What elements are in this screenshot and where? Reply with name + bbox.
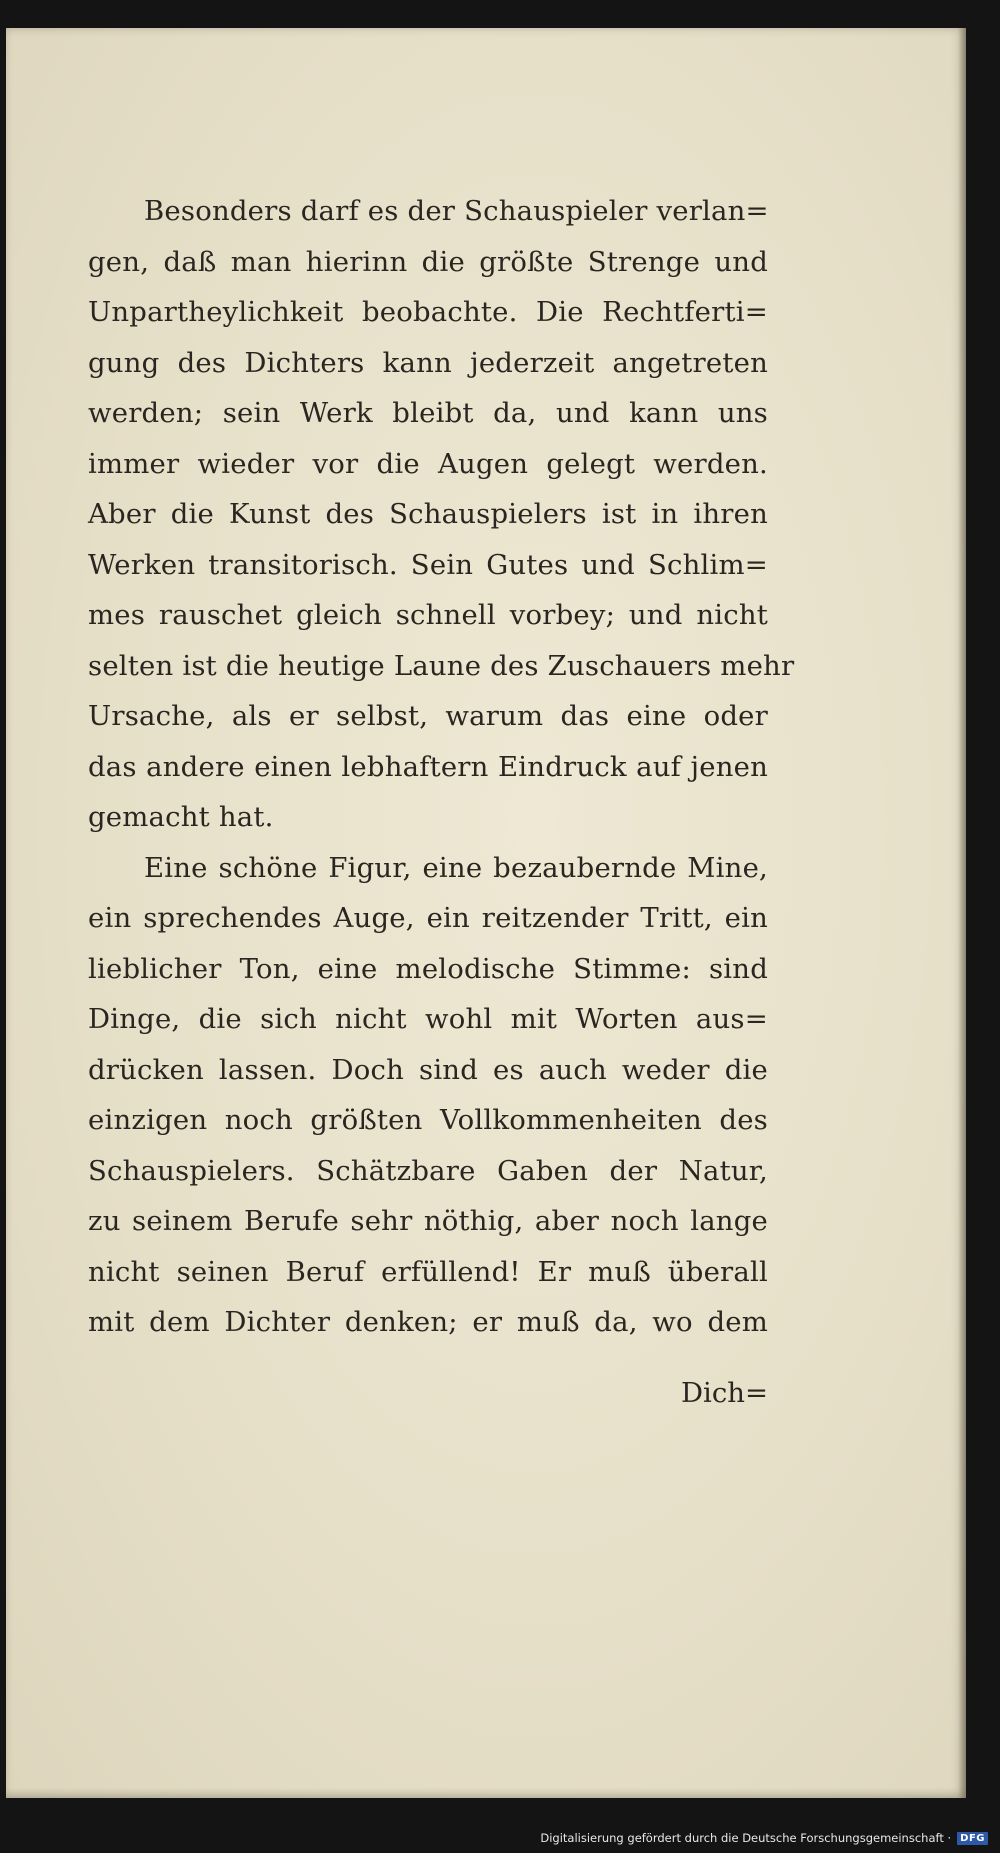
catchword: Dich=	[681, 1377, 768, 1409]
text-line: Schauspielers. Schätzbare Gaben der Natur,	[88, 1154, 768, 1187]
text-line: Ursache, als er selbst, warum das eine oder	[88, 700, 768, 732]
digitization-footer	[540, 1831, 988, 1845]
text-line: ein sprechendes Auge, ein reitzender Tritt, ein	[88, 902, 768, 934]
page-text	[88, 186, 795, 1348]
text-line: Aber die Kunst des Schauspielers ist in ihren	[88, 498, 768, 530]
text-line: Unpartheylichkeit beobachte. Die Rechtferti=	[88, 296, 768, 328]
text-line: nicht seinen Beruf erfüllend! Er muß überall	[88, 1255, 768, 1288]
text-line: immer wieder vor die Augen gelegt werden.	[88, 447, 768, 480]
text-line: mit dem Dichter denken; er muß da, wo dem	[88, 1306, 768, 1338]
book-page	[6, 28, 966, 1798]
text-line: einzigen noch größten Vollkommenheiten des	[88, 1104, 768, 1136]
text-line: gen, daß man hierinn die größte Strenge und	[88, 245, 768, 278]
text-line: Dinge, die sich nicht wohl mit Worten aus=	[88, 1003, 768, 1035]
text-line: gemacht hat.	[88, 801, 274, 833]
text-line: selten ist die heutige Laune des Zuschauers mehr	[88, 649, 795, 682]
text-line: Werken transitorisch. Sein Gutes und Schlim=	[88, 548, 768, 581]
text-line: Besonders darf es der Schauspieler verlan=	[144, 195, 769, 227]
page-edge-shadow	[958, 28, 966, 1798]
text-line: drücken lassen. Doch sind es auch weder die	[88, 1053, 768, 1086]
text-line: gung des Dichters kann jederzeit angetreten	[88, 346, 768, 379]
footer-credit-text: Digitalisierung gefördert durch die Deutsche Forschungsgemeinschaft ·	[540, 1831, 952, 1845]
text-line: lieblicher Ton, eine melodische Stimme: sind	[88, 952, 768, 985]
text-line: das andere einen lebhaftern Eindruck auf jenen	[88, 750, 768, 783]
text-line: zu seinem Berufe sehr nöthig, aber noch lange	[88, 1205, 768, 1237]
text-line: werden; sein Werk bleibt da, und kann uns	[88, 397, 768, 429]
text-line: Eine schöne Figur, eine bezaubernde Mine,	[144, 851, 768, 884]
text-line: mes rauschet gleich schnell vorbey; und nicht	[88, 599, 768, 631]
dfg-logo-icon: DFG	[957, 1832, 988, 1845]
